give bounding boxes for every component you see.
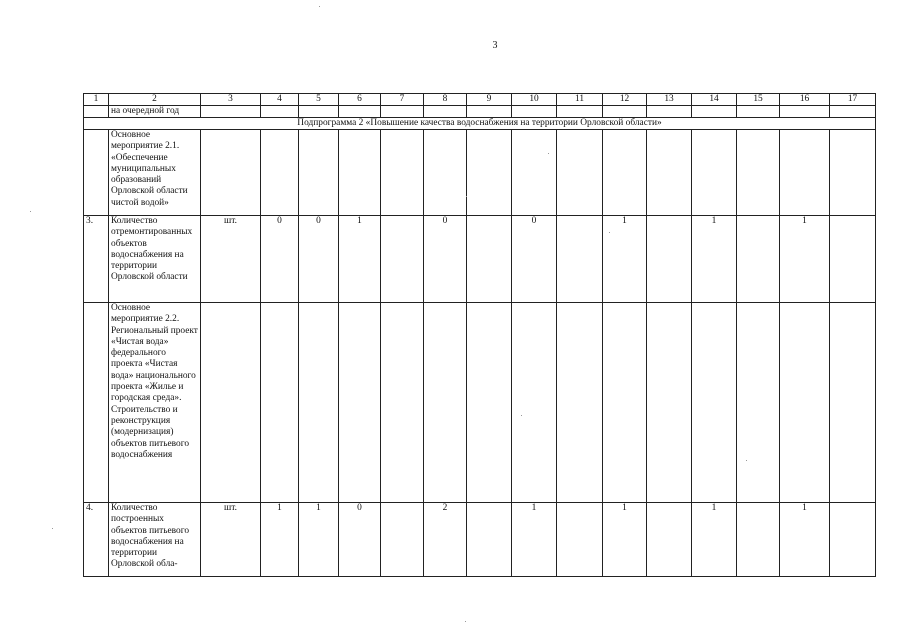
value-cell <box>512 303 557 503</box>
indicators-table <box>83 93 876 577</box>
value-cell: 1 <box>339 216 381 303</box>
subprogram-title: Подпрограмма 2 «Повышение качества водоснабжения на территории Орловской области» <box>84 118 876 130</box>
unit-cell: шт. <box>201 216 261 303</box>
column-number-row <box>84 94 876 106</box>
value-cell <box>299 130 339 216</box>
row-name: Количество построенных объектов питьевого водоснабжения на территории Орловской обла- <box>109 503 201 577</box>
value-cell: 0 <box>299 216 339 303</box>
value-cell <box>339 303 381 503</box>
value-cell <box>557 130 603 216</box>
event-row <box>84 303 876 503</box>
value-cell <box>467 303 512 503</box>
value-cell <box>424 303 467 503</box>
value-cell: 0 <box>424 216 467 303</box>
value-cell <box>692 130 737 216</box>
value-cell <box>780 303 830 503</box>
indicator-row <box>84 216 876 303</box>
value-cell <box>780 130 830 216</box>
value-cell <box>467 216 512 303</box>
value-cell: 0 <box>339 503 381 577</box>
subprogram-row <box>84 118 876 130</box>
row-number: 4. <box>84 503 109 577</box>
value-cell <box>557 503 603 577</box>
unit-cell <box>201 130 261 216</box>
value-cell: 1 <box>512 503 557 577</box>
value-cell <box>830 130 876 216</box>
value-cell: 0 <box>261 216 299 303</box>
value-cell: 1 <box>299 503 339 577</box>
row-name: Основное мероприятие 2.2. Региональный проект «Чистая вода» федерального проекта «Чистая вода» национального проекта «Жилье и городская среда». Строительство и реконструкция (модернизация) объектов питьевого водоснабжения <box>109 303 201 503</box>
value-cell <box>557 303 603 503</box>
row-name: Основное мероприятие 2.1. «Обеспечение муниципальных образований Орловской области чистой водой» <box>109 130 201 216</box>
column-number: 7 <box>381 94 424 106</box>
page-number: 3 <box>492 40 498 51</box>
value-cell <box>647 216 692 303</box>
continuation-text: на очередной год <box>109 106 201 118</box>
value-cell <box>381 130 424 216</box>
value-cell <box>603 130 647 216</box>
continuation-row <box>84 106 876 118</box>
value-cell <box>647 303 692 503</box>
column-number: 15 <box>737 94 780 106</box>
column-number: 12 <box>603 94 647 106</box>
column-number: 9 <box>467 94 512 106</box>
value-cell: 1 <box>780 503 830 577</box>
column-number: 4 <box>261 94 299 106</box>
value-cell <box>512 130 557 216</box>
column-number: 10 <box>512 94 557 106</box>
unit-cell <box>201 303 261 503</box>
value-cell <box>381 303 424 503</box>
value-cell <box>339 130 381 216</box>
column-number: 16 <box>780 94 830 106</box>
value-cell <box>299 303 339 503</box>
column-number: 8 <box>424 94 467 106</box>
value-cell <box>692 303 737 503</box>
value-cell <box>603 303 647 503</box>
row-number <box>84 130 109 216</box>
column-number: 2 <box>109 94 201 106</box>
value-cell <box>737 503 780 577</box>
column-number: 14 <box>692 94 737 106</box>
column-number: 3 <box>201 94 261 106</box>
value-cell <box>647 503 692 577</box>
value-cell <box>830 503 876 577</box>
value-cell <box>467 503 512 577</box>
indicator-row <box>84 503 876 577</box>
column-number: 5 <box>299 94 339 106</box>
value-cell <box>557 216 603 303</box>
value-cell <box>381 503 424 577</box>
value-cell <box>830 216 876 303</box>
value-cell: 2 <box>424 503 467 577</box>
value-cell: 1 <box>692 503 737 577</box>
column-number: 1 <box>84 94 109 106</box>
value-cell <box>261 303 299 503</box>
row-number: 3. <box>84 216 109 303</box>
value-cell <box>737 216 780 303</box>
value-cell: 1 <box>780 216 830 303</box>
column-number: 17 <box>830 94 876 106</box>
value-cell <box>424 130 467 216</box>
value-cell: 1 <box>692 216 737 303</box>
unit-cell: шт. <box>201 503 261 577</box>
value-cell <box>647 130 692 216</box>
row-name: Количество отремонтированных объектов водоснабжения на территории Орловской области <box>109 216 201 303</box>
value-cell <box>830 303 876 503</box>
row-number <box>84 303 109 503</box>
column-number: 13 <box>647 94 692 106</box>
value-cell: 0 <box>512 216 557 303</box>
value-cell <box>261 130 299 216</box>
value-cell <box>381 216 424 303</box>
value-cell: 1 <box>603 216 647 303</box>
value-cell: 1 <box>603 503 647 577</box>
column-number: 6 <box>339 94 381 106</box>
value-cell <box>737 130 780 216</box>
value-cell <box>467 130 512 216</box>
value-cell: 1 <box>261 503 299 577</box>
column-number: 11 <box>557 94 603 106</box>
event-row <box>84 130 876 216</box>
value-cell <box>737 303 780 503</box>
